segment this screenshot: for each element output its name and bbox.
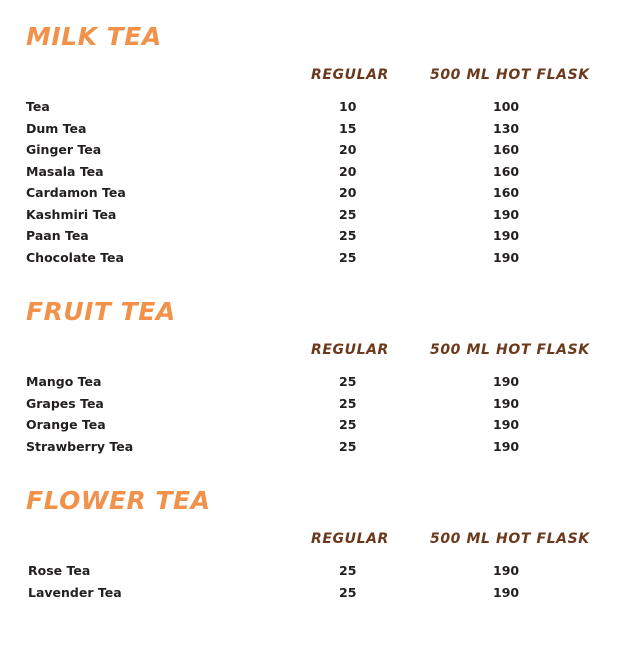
item-list bbox=[0, 99, 629, 271]
item-price-regular: 10 bbox=[339, 99, 357, 114]
column-headers bbox=[0, 531, 629, 553]
item-name: Grapes Tea bbox=[26, 395, 104, 411]
menu-row bbox=[0, 585, 629, 607]
item-name: Mango Tea bbox=[26, 374, 102, 389]
item-price-flask: 190 bbox=[493, 584, 520, 600]
item-price-flask: 190 bbox=[493, 563, 520, 578]
item-name: Chocolate Tea bbox=[26, 249, 124, 265]
column-header-flask: 500 ML HOT FLASK bbox=[430, 531, 590, 547]
item-price-flask: 190 bbox=[493, 438, 520, 454]
menu-row bbox=[0, 99, 629, 121]
item-name: Strawberry Tea bbox=[26, 438, 134, 454]
menu-row bbox=[0, 164, 629, 186]
column-header-flask: 500 ML HOT FLASK bbox=[430, 67, 590, 83]
menu-row bbox=[0, 185, 629, 207]
menu-row bbox=[0, 250, 629, 272]
section-title: FLOWER TEA bbox=[26, 486, 211, 515]
item-name: Orange Tea bbox=[26, 417, 106, 432]
item-price-flask: 130 bbox=[493, 120, 520, 136]
menu-row bbox=[0, 121, 629, 143]
item-price-flask: 190 bbox=[493, 206, 520, 222]
section-fruit-tea bbox=[0, 297, 629, 460]
section-title: FRUIT TEA bbox=[26, 297, 176, 326]
item-price-regular: 20 bbox=[339, 142, 357, 157]
item-price-regular: 25 bbox=[339, 249, 357, 265]
item-price-regular: 25 bbox=[339, 438, 357, 454]
column-header-regular: REGULAR bbox=[311, 67, 389, 83]
menu-row bbox=[0, 374, 629, 396]
item-name: Tea bbox=[26, 99, 50, 114]
section-flower-tea bbox=[0, 486, 629, 606]
item-price-flask: 190 bbox=[493, 417, 520, 432]
item-price-regular: 20 bbox=[339, 185, 357, 200]
item-price-regular: 25 bbox=[339, 206, 357, 222]
menu-row bbox=[0, 417, 629, 439]
column-header-regular: REGULAR bbox=[311, 531, 389, 547]
section-milk-tea bbox=[0, 22, 629, 271]
menu-row bbox=[0, 563, 629, 585]
item-price-regular: 20 bbox=[339, 163, 357, 179]
item-price-regular: 15 bbox=[339, 120, 357, 136]
item-price-regular: 25 bbox=[339, 563, 357, 578]
menu-row bbox=[0, 228, 629, 250]
menu-row bbox=[0, 207, 629, 229]
item-price-flask: 190 bbox=[493, 249, 520, 265]
column-header-flask: 500 ML HOT FLASK bbox=[430, 342, 590, 358]
item-name: Paan Tea bbox=[26, 228, 89, 243]
item-list bbox=[0, 374, 629, 460]
item-name: Kashmiri Tea bbox=[26, 206, 117, 222]
column-headers bbox=[0, 67, 629, 89]
menu-row bbox=[0, 439, 629, 461]
column-headers bbox=[0, 342, 629, 364]
item-price-regular: 25 bbox=[339, 417, 357, 432]
menu-row bbox=[0, 396, 629, 418]
item-price-regular: 25 bbox=[339, 374, 357, 389]
item-price-flask: 160 bbox=[493, 142, 520, 157]
item-price-regular: 25 bbox=[339, 584, 357, 600]
item-price-flask: 190 bbox=[493, 395, 520, 411]
item-price-flask: 160 bbox=[493, 185, 520, 200]
item-name: Ginger Tea bbox=[26, 142, 102, 157]
item-list bbox=[0, 563, 629, 606]
item-price-regular: 25 bbox=[339, 395, 357, 411]
item-name: Dum Tea bbox=[26, 120, 87, 136]
item-name: Cardamon Tea bbox=[26, 185, 126, 200]
column-header-regular: REGULAR bbox=[311, 342, 389, 358]
item-price-regular: 25 bbox=[339, 228, 357, 243]
item-price-flask: 190 bbox=[493, 374, 520, 389]
item-price-flask: 190 bbox=[493, 228, 520, 243]
item-name: Lavender Tea bbox=[28, 584, 122, 600]
menu-row bbox=[0, 142, 629, 164]
section-title: MILK TEA bbox=[26, 22, 162, 51]
item-name: Masala Tea bbox=[26, 163, 104, 179]
item-price-flask: 100 bbox=[493, 99, 520, 114]
item-price-flask: 160 bbox=[493, 163, 520, 179]
item-name: Rose Tea bbox=[28, 563, 91, 578]
